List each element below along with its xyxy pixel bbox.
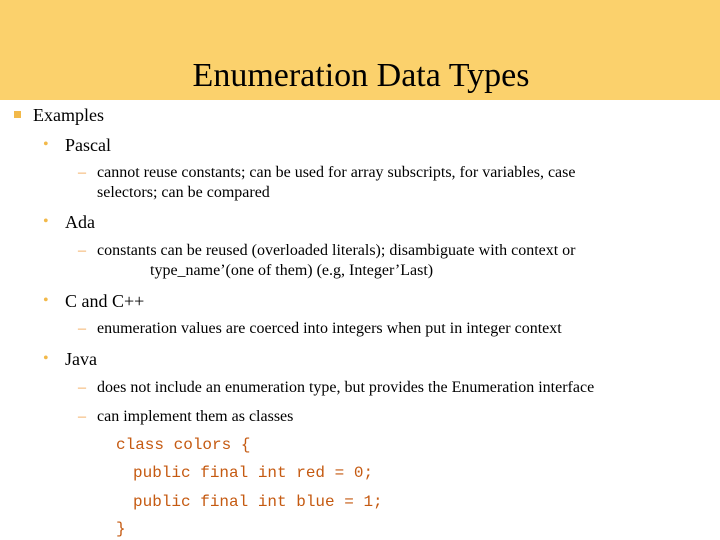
- code-line-close: }: [116, 520, 126, 538]
- java-label: Java: [65, 349, 97, 369]
- code-line-class: class colors {: [116, 436, 251, 454]
- dash-bullet-icon: –: [78, 164, 86, 181]
- dash-bullet-icon: –: [78, 408, 86, 425]
- dash-bullet-icon: –: [78, 320, 86, 337]
- java-point-line-2: can implement them as classes: [97, 408, 294, 425]
- pascal-point-line-1: cannot reuse constants; can be used for array subscripts, for variables, case: [97, 164, 576, 181]
- dot-bullet-icon: •: [43, 350, 49, 367]
- dot-bullet-icon: •: [43, 136, 49, 153]
- pascal-point-line-2: selectors; can be compared: [97, 184, 270, 201]
- code-line-blue: public final int blue = 1;: [133, 493, 383, 511]
- dot-bullet-icon: •: [43, 213, 49, 230]
- pascal-label: Pascal: [65, 135, 111, 155]
- examples-label: Examples: [33, 105, 104, 125]
- c-cpp-point-line-1: enumeration values are coerced into integers when put in integer context: [97, 320, 562, 337]
- dot-bullet-icon: •: [43, 292, 49, 309]
- ada-point-line-1: constants can be reused (overloaded literals); disambiguate with context or: [97, 242, 576, 259]
- dash-bullet-icon: –: [78, 242, 86, 259]
- java-point-line-1: does not include an enumeration type, but provides the Enumeration interface: [97, 379, 595, 396]
- ada-point-line-2: type_name’(one of them) (e.g, Integer’Last): [150, 262, 434, 279]
- dash-bullet-icon: –: [78, 379, 86, 396]
- c-cpp-label: C and C++: [65, 291, 145, 311]
- code-line-red: public final int red = 0;: [133, 464, 374, 482]
- slide-title: Enumeration Data Types: [192, 57, 530, 94]
- ada-label: Ada: [65, 212, 95, 232]
- square-bullet-icon: [14, 111, 21, 118]
